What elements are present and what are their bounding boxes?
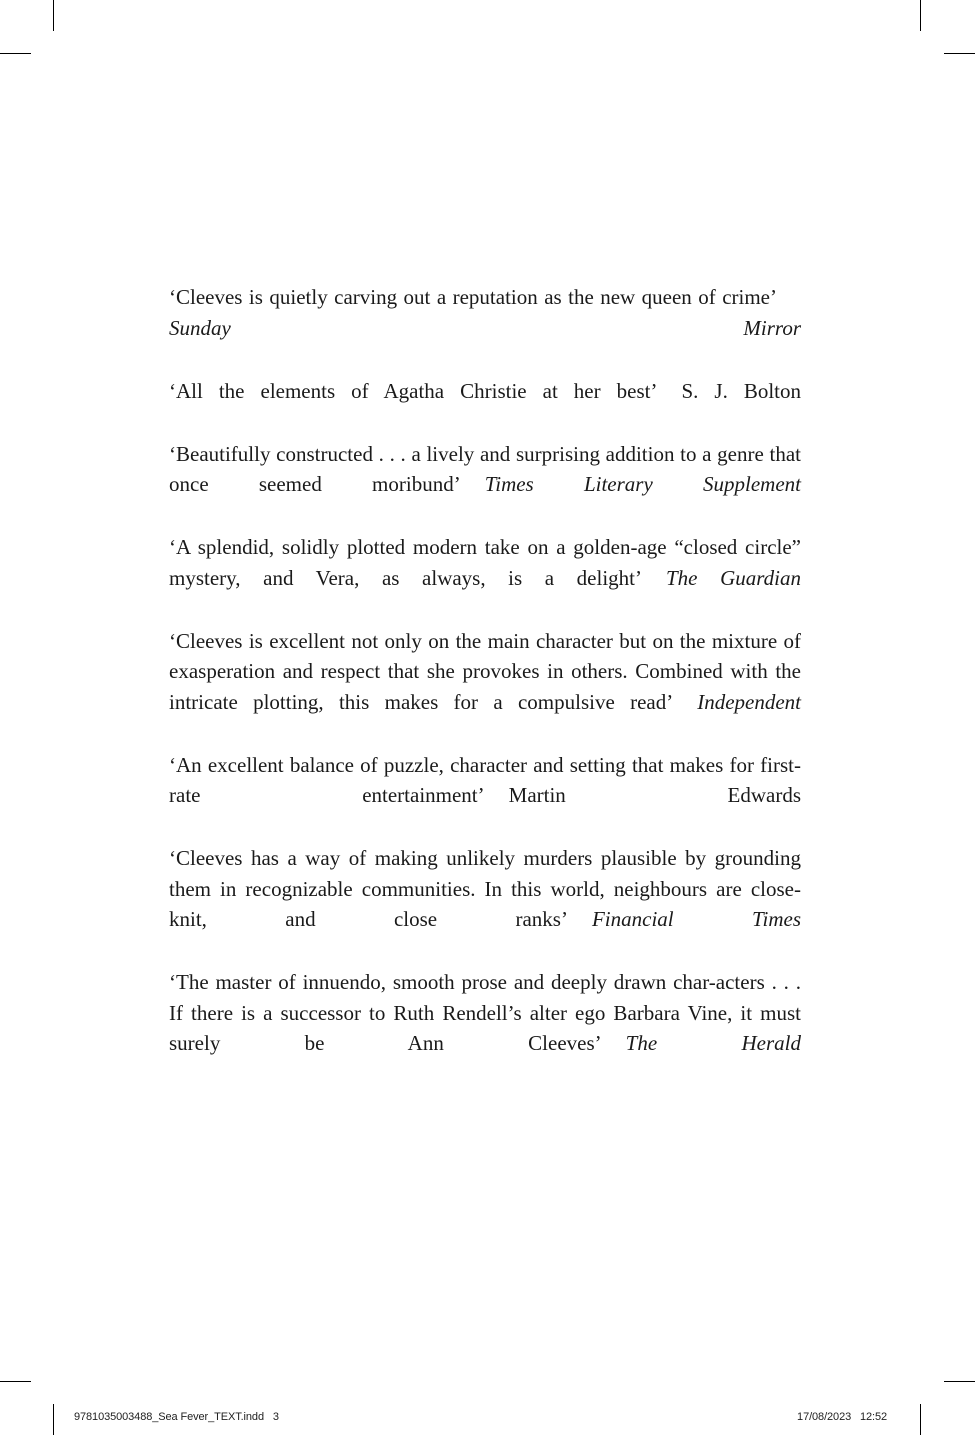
quote-source: S. J. Bolton [681,378,801,403]
quote-text: ‘Cleeves is excellent not only on the main character but on the mixture of exasperation and respect that she provokes in others. Combined with the intricate plotting, this makes for a compulsive read’ [169,628,801,714]
quote-source: The Herald [625,1031,801,1055]
crop-mark-bottom-right [920,1404,921,1435]
crop-mark-top-left-h [0,53,31,54]
quote-text: ‘Cleeves has a way of making unlikely murders plausible by grounding them in recognizable communities. In this world, neighbours are close-knit, and close ranks’ [169,846,801,931]
quote-source: Independent [697,689,801,714]
quote-source: Financial Times [591,907,801,931]
praise-quotes [169,282,801,1091]
quote-source: Martin Edwards [508,783,801,807]
crop-mark-bottom-left-h [0,1381,31,1382]
crop-mark-top-right [920,0,921,31]
quote-item [169,282,801,343]
quote-source: The Guardian [666,565,801,590]
slug-filename: 9781035003488_Sea Fever_TEXT.indd 3 [74,1411,279,1423]
crop-mark-bottom-left [53,1404,54,1435]
quote-item [169,843,801,935]
quote-item [169,967,801,1059]
quote-text: ‘A splendid, solidly plotted modern take on a golden-age “closed circle” mystery, and Vera, as always, is a delight’ [169,535,801,590]
crop-mark-bottom-right-h [944,1381,975,1382]
quote-item [169,439,801,500]
quote-source: Times Literary Supplement [484,472,801,496]
quote-item [169,750,801,811]
quote-text: ‘Cleeves is quietly carving out a reputation as the new queen of crime’ [169,285,777,309]
quote-text: ‘The master of innuendo, smooth prose and deeply drawn char-acters . . . If there is a successor to Ruth Rendell’s alter ego Barbara Vine, it must surely be Ann Cleeves’ [169,970,801,1055]
quote-item [169,626,801,718]
quote-item [169,532,801,593]
quote-text: ‘All the elements of Agatha Christie at her best’ [169,378,658,403]
crop-mark-top-left [53,0,54,31]
quote-item [169,376,801,407]
quote-text: ‘An excellent balance of puzzle, character and setting that makes for first-rate entertainment’ [169,752,801,807]
crop-mark-top-right-h [944,53,975,54]
slug-date: 17/08/2023 12:52 [797,1411,887,1423]
quote-text: ‘Beautifully constructed . . . a lively and surprising addition to a genre that once seemed moribund’ [169,441,801,496]
quote-source: Sunday Mirror [169,315,801,340]
